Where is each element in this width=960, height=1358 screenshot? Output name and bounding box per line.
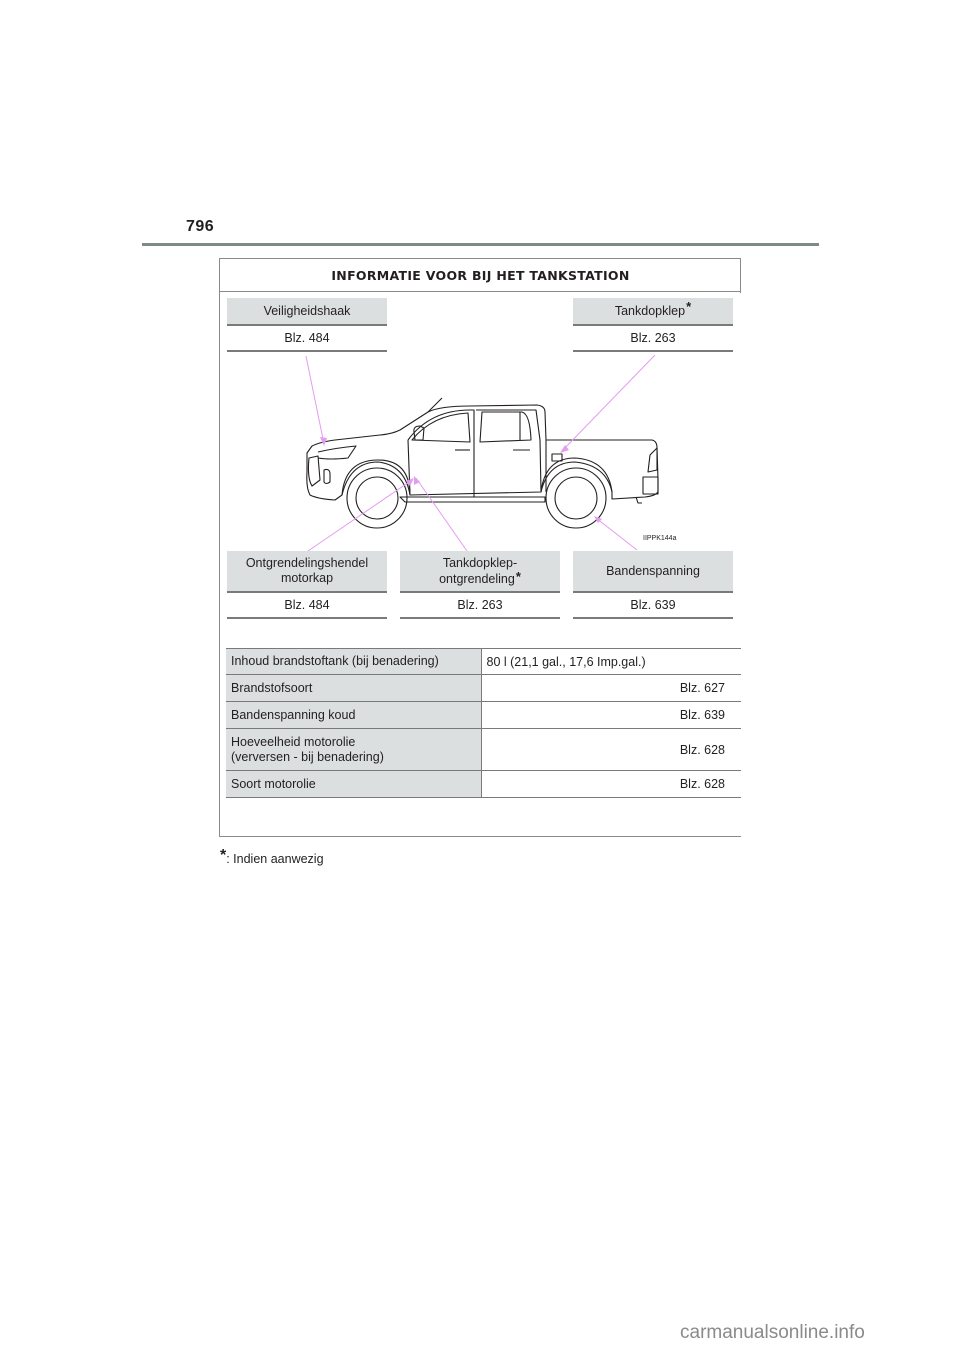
spec-page-ref[interactable]: Blz. 628 — [679, 742, 725, 757]
callout-label — [573, 551, 733, 593]
fuel-spec-table — [226, 648, 741, 798]
spec-page-ref[interactable]: Blz. 628 — [679, 777, 725, 791]
table-row — [226, 771, 741, 798]
callout-hood-release — [227, 551, 387, 619]
callout-page-ref[interactable]: Blz. 484 — [227, 593, 387, 619]
page-number: 796 — [186, 218, 215, 235]
asterisk-icon: * — [515, 568, 521, 584]
table-row — [226, 675, 741, 702]
callout-page-ref[interactable]: Blz. 263 — [573, 326, 733, 352]
callout-label-text: Bandenspanning — [606, 563, 700, 578]
spec-page-ref[interactable]: Blz. 627 — [679, 681, 725, 695]
callout-page-ref[interactable]: Blz. 263 — [400, 593, 560, 619]
callout-fuel-door — [573, 298, 733, 352]
spec-key: Inhoud brandstoftank (bij benadering) — [226, 649, 481, 675]
spec-page-ref[interactable]: Blz. 639 — [679, 708, 725, 722]
callout-label — [227, 551, 387, 593]
spec-key: Brandstofsoort — [226, 675, 481, 702]
spec-key — [226, 729, 481, 771]
pickup-truck-illustration — [219, 352, 741, 552]
callout-fuel-door-release — [400, 551, 560, 619]
footnote — [220, 847, 324, 868]
callout-label-line: Tankdopklep- — [442, 555, 518, 570]
table-row — [226, 729, 741, 771]
callout-label-line: ontgrendeling — [439, 571, 515, 586]
spec-key-line: (verversen - bij benadering) — [231, 749, 384, 764]
callout-safety-catch — [227, 298, 387, 352]
callout-page-ref[interactable]: Blz. 484 — [227, 326, 387, 352]
callout-page-ref[interactable]: Blz. 639 — [573, 593, 733, 619]
callout-label — [573, 298, 733, 326]
table-row — [226, 702, 741, 729]
spec-value: 80 l (21,1 gal., 17,6 Imp.gal.) — [486, 654, 646, 669]
spec-key: Bandenspanning koud — [226, 702, 481, 729]
asterisk-icon: * — [220, 847, 227, 864]
box-title: INFORMATIE VOOR BIJ HET TANKSTATION — [220, 259, 741, 292]
footnote-text: : Indien aanwezig — [226, 852, 324, 866]
callout-label-text: Veiligheidshaak — [263, 303, 351, 318]
header-rule — [142, 243, 819, 246]
watermark[interactable]: carmanualsonline.info — [680, 1322, 865, 1343]
asterisk-icon: * — [686, 298, 692, 314]
figure-id: IIPPK144a — [643, 535, 677, 542]
spec-key-line: Hoeveelheid motorolie — [231, 734, 356, 749]
callout-label — [400, 551, 560, 593]
table-row — [226, 649, 741, 675]
callout-label-text: Tankdopklep — [614, 303, 686, 318]
callout-label — [227, 298, 387, 326]
callout-label-line: motorkap — [280, 571, 334, 585]
callout-label-line: Ontgrendelingshendel — [245, 556, 369, 570]
spec-key: Soort motorolie — [226, 771, 481, 798]
callout-tire-pressure — [573, 551, 733, 619]
